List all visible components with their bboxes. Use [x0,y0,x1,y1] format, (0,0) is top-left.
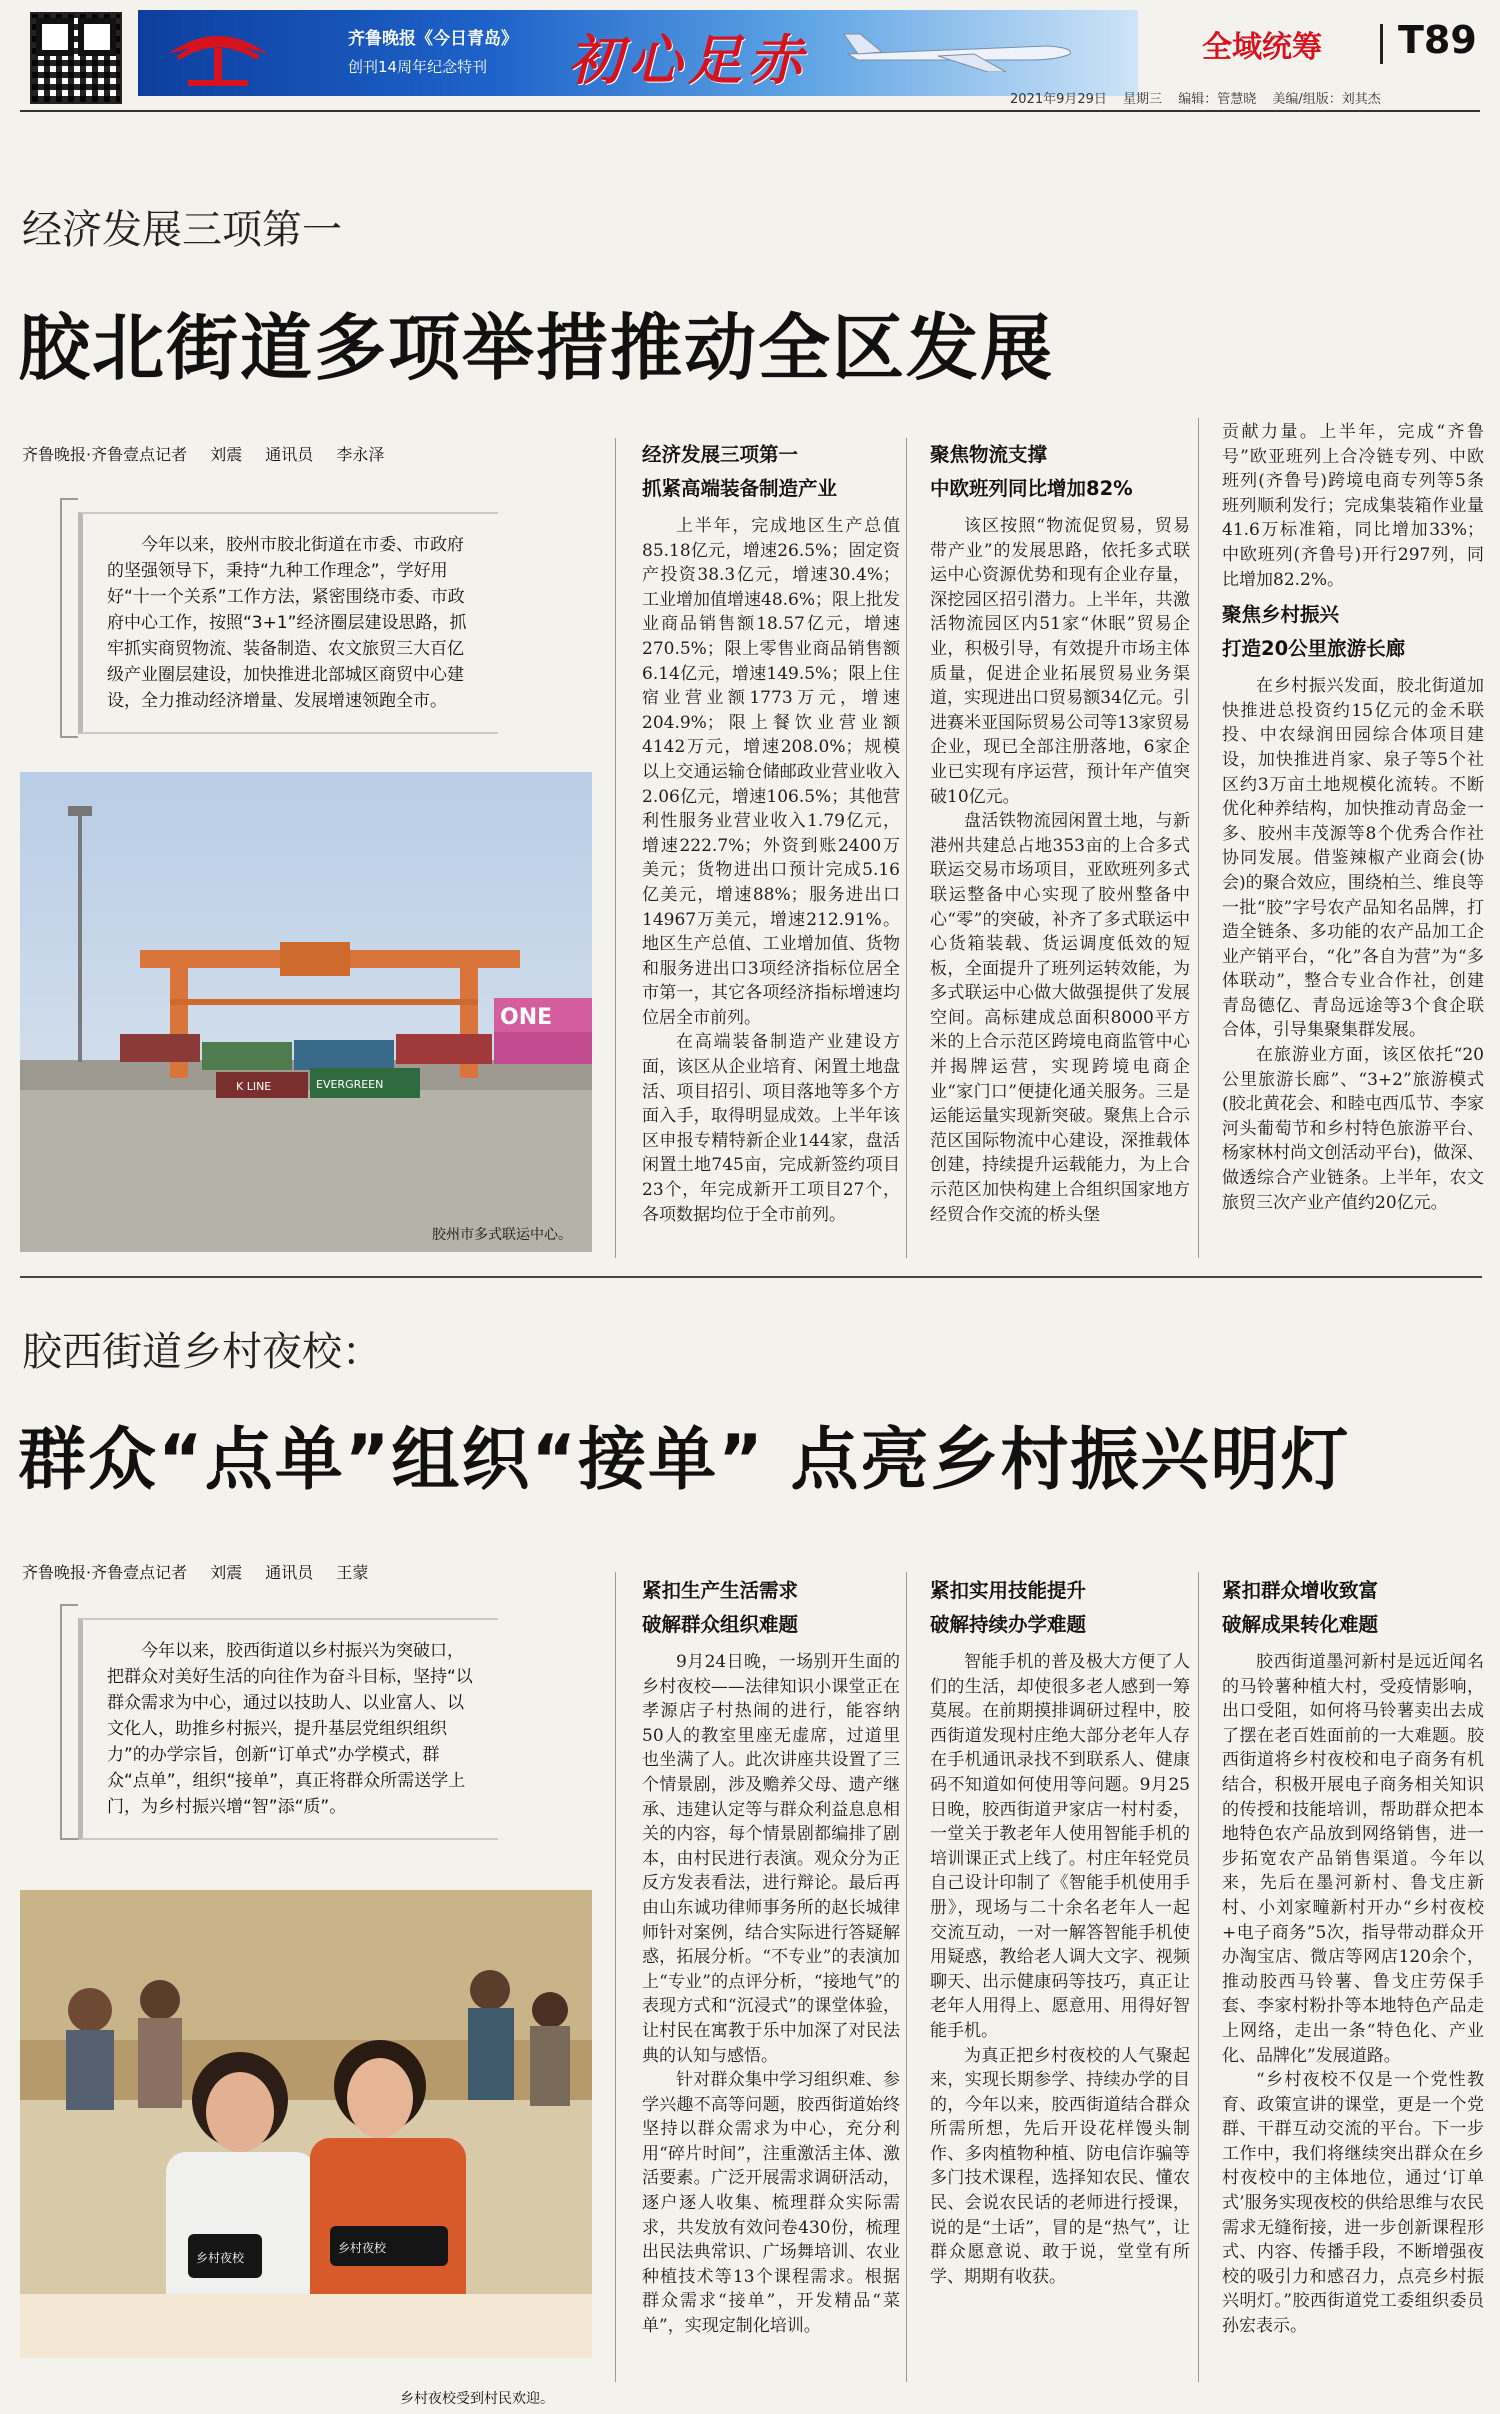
lead-frame [60,1604,78,1840]
article1-column [642,438,900,1227]
container-label: EVERGREEN [316,1078,384,1091]
article2-photo-caption: 乡村夜校受到村民欢迎。 [400,2391,554,2407]
article1-lead: 今年以来，胶州市胶北街道在市委、市政府的坚强领导下，秉持“九种工作理念”，学好用好“十一个关系”工作方法，紧密围绕市委、市政府中心工作，按照“3+1”经济圈层建设思路，抓牢抓实商贸物流、装备制造、农文旅贸三大百亿级产业圈层建设，加快推进北部城区商贸中心建设，全力推动经济增量、发展增速领跑全市。 [78,512,498,734]
heading-line: 中欧班列同比增加82% [930,477,1133,500]
byline-name: 王蒙 [336,1563,369,1582]
paragraph: 智能手机的普及极大方便了人们的生活，却使很多老人感到一筹莫展。在前期摸排调研过程中，胶西街道发现村庄绝大部分老年人存在手机通讯录找不到联系人、健康码不知道如何使用等问题。9月25日晚，胶西街道尹家店一村村委，一堂关于教老年人使用智能手机的培训课正式上线了。村庄年轻党员自己设计印制了《智能手机使用手册》，现场与二十余名老年人一起交流互动，一对一解答智能手机使用疑惑，教给老人调大文字、视频聊天、出示健康码等技巧，真正让老年人用得上、愿意用、用得好智能手机。 [930,1652,1190,2041]
column-rule [906,438,907,1258]
paragraph: “乡村夜校不仅是一个党性教育、政策宣讲的课堂，更是一个党群、干群互动交流的平台。下一步工作中，我们将继续突出群众在乡村夜校中的主体地位，通过‘订单式’服务实现夜校的供给思维与农民需求无缝衔接，进一步创新课程形式、内容、传播手段，不断增强夜校的吸引力和感召力，点亮乡村振兴明灯。”胶西街道党工委组织委员孙宏表示。 [1222,2070,1484,2337]
issue-weekday: 星期三 [1123,92,1163,107]
article1-column [930,438,1190,1227]
masthead-banner [138,10,1138,96]
paragraph: 为真正把乡村夜校的人气聚起来，实现长期参学、持续办学的目的，今年以来，胶西街道结合群众所需所想，先后开设花样馒头制作、多肉植物种植、防电信诈骗等多门技术课程，选择知农民、懂农民、会说农民话的老师进行授课，说的是“土话”，冒的是“热气”，让群众愿意说、敢于说，堂堂有所学、期期有收获。 [930,2045,1190,2287]
article1-byline [22,442,402,465]
night-school-image [20,1890,592,2358]
byline-reporter: 齐鲁晚报·齐鲁壹点记者 [22,445,188,464]
section-heading [930,1574,1190,1642]
byline-name: 刘震 [210,1563,243,1582]
paragraph: 在高端装备制造产业建设方面，该区从企业培育、闲置土地盘活、项目招引、项目落地等多个方面入手，取得明显成效。上半年该区申报专精特新企业144家，盘活闲置土地745亩，完成新签约项目23个，年完成新开工项目27个，各项数据均位于全市前列。 [642,1032,900,1225]
section-heading [1222,598,1484,666]
article2-lead: 今年以来，胶西街道以乡村振兴为突破口，把群众对美好生活的向往作为奋斗目标，坚持“以群众需求为中心，通过以技助人、以业富人、以文化人，助推乡村振兴，提升基层党组织组织力”的办学宗旨，创新“订单式”办学模式，群众“点单”，组织“接单”，真正将群众所需送学上门，为乡村振兴增“智”添“质”。 [78,1618,498,1840]
issue-meta [1010,88,1393,107]
paragraph: 在乡村振兴发面，胶北街道加快推进总投资约15亿元的金禾联投、中农绿润田园综合体项目建设，加快推进肖家、泉子等5个社区约3万亩土地规模化流转。不断优化种养结构，加快推动青岛金一多、胶州丰茂源等8个优秀合作社协同发展。借鉴辣椒产业商会(协会)的聚合效应，围绕柏兰、维良等一批“胶”字号农产品知名品牌，打造全链条、多功能的农产品加工企业产销平台，“化”各自为营”为“多体联动”，整合专业合作社，创建青岛德亿、青岛远途等3个食企联合体，引导集聚集群发展。 [1222,676,1484,1041]
byline-role: 通讯员 [265,445,314,464]
article1-headline: 胶北街道多项举措推动全区发展 [18,306,1055,390]
section-heading [642,1574,900,1642]
article1-kicker: 经济发展三项第一 [22,207,342,253]
article-divider [20,1276,1482,1278]
lead-frame [60,498,78,738]
column-rule [615,438,616,1258]
byline-name: 刘震 [210,445,243,464]
article1-column [1222,420,1484,1215]
article2-photo [20,1890,592,2358]
heading-line: 破解群众组织难题 [642,1613,799,1636]
paper-name: 齐鲁晚报《今日青岛》 [348,29,518,49]
container-label: K LINE [236,1080,272,1093]
paragraph: 在旅游业方面，该区依托“20公里旅游长廊”、“3+2”旅游模式(胶北黄花会、和睦屯西瓜节、李家河头葡萄节和乡村特色旅游平台、杨家林村尚文创活动平台)，做深、做透综合产业链条。上半年，农文旅贸三次产业产值约20亿元。 [1222,1045,1484,1213]
masthead-rule [20,110,1480,112]
section-divider [1380,24,1383,64]
qr-code-icon [30,12,122,104]
byline-role: 通讯员 [265,1563,314,1582]
section-heading [930,438,1190,506]
section-name: 全域统筹 [1202,30,1322,65]
paragraph: 胶西街道墨河新村是远近闻名的马铃薯种植大村，受疫情影响，出口受阻，如何将马铃薯卖出去成了摆在老百姓面前的一大难题。胶西街道将乡村夜校和电子商务有机结合，积极开展电子商务相关知识的传授和技能培训，帮助群众把本地特色农产品放到网络销售，进一步拓宽农产品销售渠道。今年以来，先后在墨河新村、鲁戈庄新村、小刘家疃新村开办“乡村夜校+电子商务”5次，指导带动群众开办淘宝店、微店等网店120余个，推动胶西马铃薯、鲁戈庄劳保手套、李家村粉扑等本地特色产品走上网络，走出一条“特色化、产业化、品牌化”发展道路。 [1222,1652,1484,2066]
anniversary-label: 创刊14周年纪念特刊 [348,58,488,76]
issue-designer: 美编/组版：刘其杰 [1272,92,1381,107]
article2-byline [22,1560,386,1583]
article1-photo [20,772,592,1252]
column-rule [615,1572,616,2382]
column-rule [1198,1572,1199,2382]
landmark-logo-icon [158,18,278,88]
banner-slogan: 初心足赤 [568,28,808,92]
heading-line: 打造20公里旅游长廊 [1222,637,1406,661]
article2-column [1222,1574,1484,2339]
phone-screen-text: 乡村夜校 [338,2241,387,2255]
heading-line: 紧扣群众增收致富 [1222,1579,1379,1602]
masthead [0,0,1500,112]
phone-screen-text: 乡村夜校 [196,2251,245,2265]
heading-line: 聚焦乡村振兴 [1222,603,1340,627]
section-heading [642,438,900,506]
issue-editor: 编辑：管慧晓 [1178,92,1257,107]
article2-headline: 群众“点单”组织“接单” 点亮乡村振兴明灯 [18,1421,1351,1500]
column-rule [906,1572,907,2382]
article2-kicker: 胶西街道乡村夜校： [22,1329,382,1375]
container-label: ONE [500,1005,553,1030]
column-rule [1198,418,1199,1258]
heading-line: 紧扣实用技能提升 [930,1579,1087,1602]
paragraph: 该区按照“物流促贸易，贸易带产业”的发展思路，依托多式联运中心资源优势和现有企业存量，深挖园区招引潜力。上半年，共激活物流园区内51家“休眠”贸易企业，积极引导，有效提升市场主体质量，促进企业拓展贸易业务渠道，实现进出口贸易额34亿元。引进赛米亚国际贸易公司等13家贸易企业，现已全部注册落地，6家企业已实现有序运营，预计年产值突破10亿元。 [930,516,1190,807]
paragraph: 上半年，完成地区生产总值85.18亿元，增速26.5%；固定资产投资38.3亿元，增速30.4%；工业增加值增速48.6%；限上批发业商品销售额18.57亿元，增速270.5%；限上零售业商品销售额6.14亿元，增速149.5%；限上住宿业营业额1773万元，增速204.9%；限上餐饮业营业额4142万元，增速208.0%；规模以上交通运输仓储邮政业营业收入2.06亿元，增速106.5%；其他营利性服务业营业收入1.79亿元，增速222.7%；外资到账2400万美元；货物进出口预计完成5.16亿美元，增速88%；服务进出口14967万美元，增速212.91%。地区生产总值、工业增加值、货物和服务进出口3项经济指标位居全市第一，其它各项经济指标增速均位居全市前列。 [642,516,901,1028]
page-number: T89 [1398,18,1477,62]
heading-line: 紧扣生产生活需求 [642,1579,799,1602]
issue-date: 2021年9月29日 [1010,92,1107,107]
container-yard-image [20,772,592,1252]
heading-line: 经济发展三项第一 [642,443,799,466]
heading-line: 破解成果转化难题 [1222,1613,1379,1636]
heading-line: 抓紧高端装备制造产业 [642,477,838,500]
section-heading [1222,1574,1484,1642]
byline-name: 李永泽 [336,445,385,464]
paragraph: 9月24日晚，一场别开生面的乡村夜校——法律知识小课堂正在孝源店子村热闹的进行，能容纳50人的教室里座无虚席，过道里也坐满了人。此次讲座共设置了三个情景剧，涉及赡养父母、遗产继承、违建认定等与群众利益息息相关的内容，每个情景剧都编排了剧本，由村民进行表演。观众分为正反方发表看法，进行辩论。最后再由山东诚功律师事务所的赵长城律师针对案例，结合实际进行答疑解惑，拓展分析。“不专业”的表演加上“专业”的点评分析，“接地气”的表现方式和“沉浸式”的课堂体验，让村民在寓教于乐中加深了对民法典的认知与感悟。 [642,1652,900,2066]
airplane-icon [838,28,1078,72]
paragraph: 贡献力量。上半年，完成“齐鲁号”欧亚班列上合冷链专列、中欧班列(齐鲁号)跨境电商专列等5条班列顺利发行；完成集装箱作业量41.6万标准箱，同比增加33%；中欧班列(齐鲁号)开行297列，同比增加82.2%。 [1222,422,1484,590]
paragraph: 针对群众集中学习组织难、参学兴趣不高等问题，胶西街道始终坚持以群众需求为中心，充分利用“碎片时间”，注重激活主体、激活要素。广泛开展需求调研活动，逐户逐人收集、梳理群众实际需求，共发放有效问卷430份，梳理出民法典常识、广场舞培训、农业种植技术等13个课程需求。根据群众需求“接单”，开发精品“菜单”，实现定制化培训。 [642,2070,900,2337]
article1-photo-caption: 胶州市多式联运中心。 [432,1227,572,1243]
paragraph: 盘活铁物流园闲置土地，与新港州共建总占地353亩的上合多式联运交易市场项目，亚欧班列多式联运整备中心实现了胶州整备中心“零”的突破，补齐了多式联运中心货箱装载、货运调度低效的短板，全面提升了班列运转效能，为多式联运中心做大做强提供了发展空间。高标建成总面积8000平方米的上合示范区跨境电商监管中心并揭牌运营，实现跨境电商企业“家门口”便捷化通关服务。三是运能运量实现新突破。聚焦上合示范区国际物流中心建设，深推载体创建，持续提升运载能力，为上合示范区加快构建上合组织国家地方经贸合作交流的桥头堡 [930,811,1190,1225]
article2-column [642,1574,900,2339]
byline-reporter: 齐鲁晚报·齐鲁壹点记者 [22,1563,188,1582]
heading-line: 聚焦物流支撑 [930,443,1048,466]
article2-column [930,1574,1190,2289]
heading-line: 破解持续办学难题 [930,1613,1087,1636]
